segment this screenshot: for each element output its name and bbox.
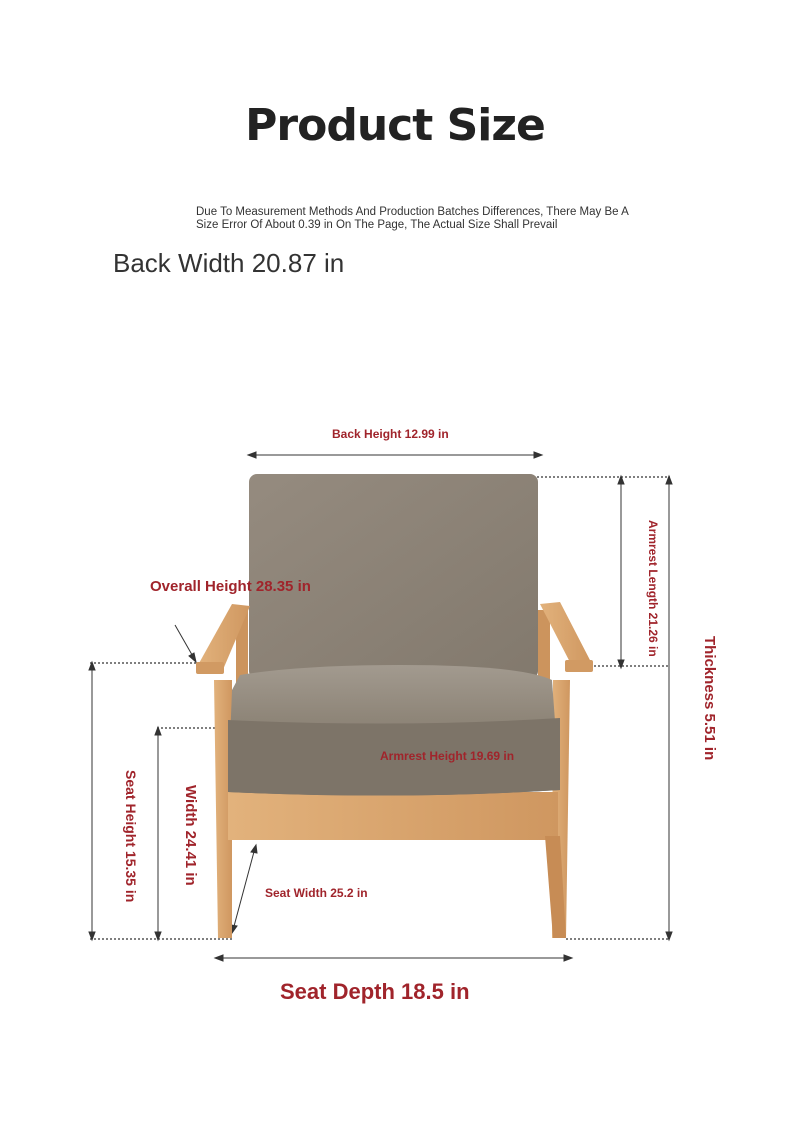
seat-width-label: Seat Width 25.2 in [265, 886, 368, 900]
page-title: Product Size [245, 100, 545, 151]
seat-depth-label: Seat Depth 18.5 in [280, 979, 470, 1004]
seat-height-label: Seat Height 15.35 in [123, 770, 139, 903]
overall-height-label: Overall Height 28.35 in [150, 578, 311, 595]
back-width-label: Back Width 20.87 in [113, 248, 345, 278]
width-label: Width 24.41 in [182, 785, 199, 886]
armrest-height-label: Armrest Height 19.69 in [380, 749, 515, 763]
back-height-label: Back Height 12.99 in [332, 427, 449, 441]
thickness-label: Thickness 5.51 in [701, 636, 718, 761]
armrest-length-label: Armrest Length 21.26 in [646, 520, 660, 657]
size-error-notice: Due To Measurement Methods And Production Batches Differences, There May Be A Size Error Of About 0.39 in On The Page, The Actual Size Shall Prevail [196, 206, 629, 231]
